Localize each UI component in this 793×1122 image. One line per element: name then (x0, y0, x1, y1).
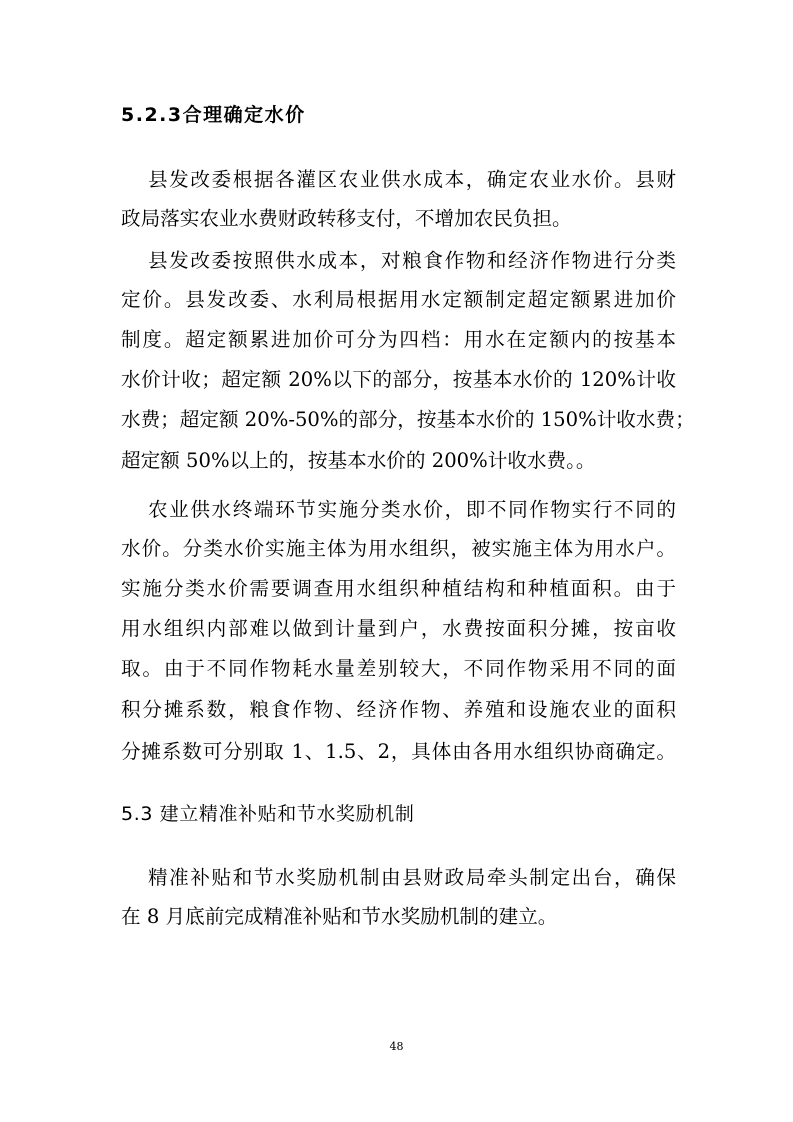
text-line: 积分摊系数，粮食作物、经济作物、养殖和设施农业的面积 (121, 698, 676, 721)
text-line: 在 8 月底前完成精准补贴和节水奖励机制的建立。 (121, 905, 558, 928)
text-line: 水费；超定额 20%-50%的部分，按基本水价的 150%计收水费； (121, 408, 695, 431)
text-line: 定价。县发改委、水利局根据用水定额制定超定额累进加价 (121, 288, 676, 311)
section-heading-5-2-3: 5.2.3合理确定水价 (121, 104, 306, 126)
section-heading-5-3: 5.3 建立精准补贴和节水奖励机制 (121, 803, 415, 825)
page-number: 48 (389, 1040, 404, 1053)
text-line: 用水组织内部难以做到计量到户，水费按面积分摊，按亩收 (121, 617, 676, 640)
text-line: 水价。分类水价实施主体为用水组织，被实施主体为用水户。 (121, 537, 676, 560)
text-line: 县发改委根据各灌区农业供水成本，确定农业水价。县财 (148, 168, 676, 191)
text-line: 县发改委按照供水成本，对粮食作物和经济作物进行分类 (148, 249, 676, 272)
text-line: 政局落实农业水费财政转移支付，不增加农民负担。 (121, 207, 572, 230)
text-line: 水价计收；超定额 20%以下的部分，按基本水价的 120%计收 (121, 368, 676, 391)
text-line: 实施分类水价需要调查用水组织种植结构和种植面积。由于 (121, 577, 676, 600)
text-line: 精准补贴和节水奖励机制由县财政局牵头制定出台，确保 (148, 866, 676, 889)
text-line: 超定额 50%以上的，按基本水价的 200%计收水费。。 (121, 449, 596, 472)
text-line: 取。由于不同作物耗水量差别较大，不同作物采用不同的面 (121, 657, 676, 680)
text-line: 分摊系数可分别取 1、1.5、2，具体由各用水组织协商确定。 (121, 740, 676, 763)
text-line: 制度。超定额累进加价可分为四档：用水在定额内的按基本 (121, 328, 676, 351)
text-line: 农业供水终端环节实施分类水价，即不同作物实行不同的 (148, 498, 676, 521)
